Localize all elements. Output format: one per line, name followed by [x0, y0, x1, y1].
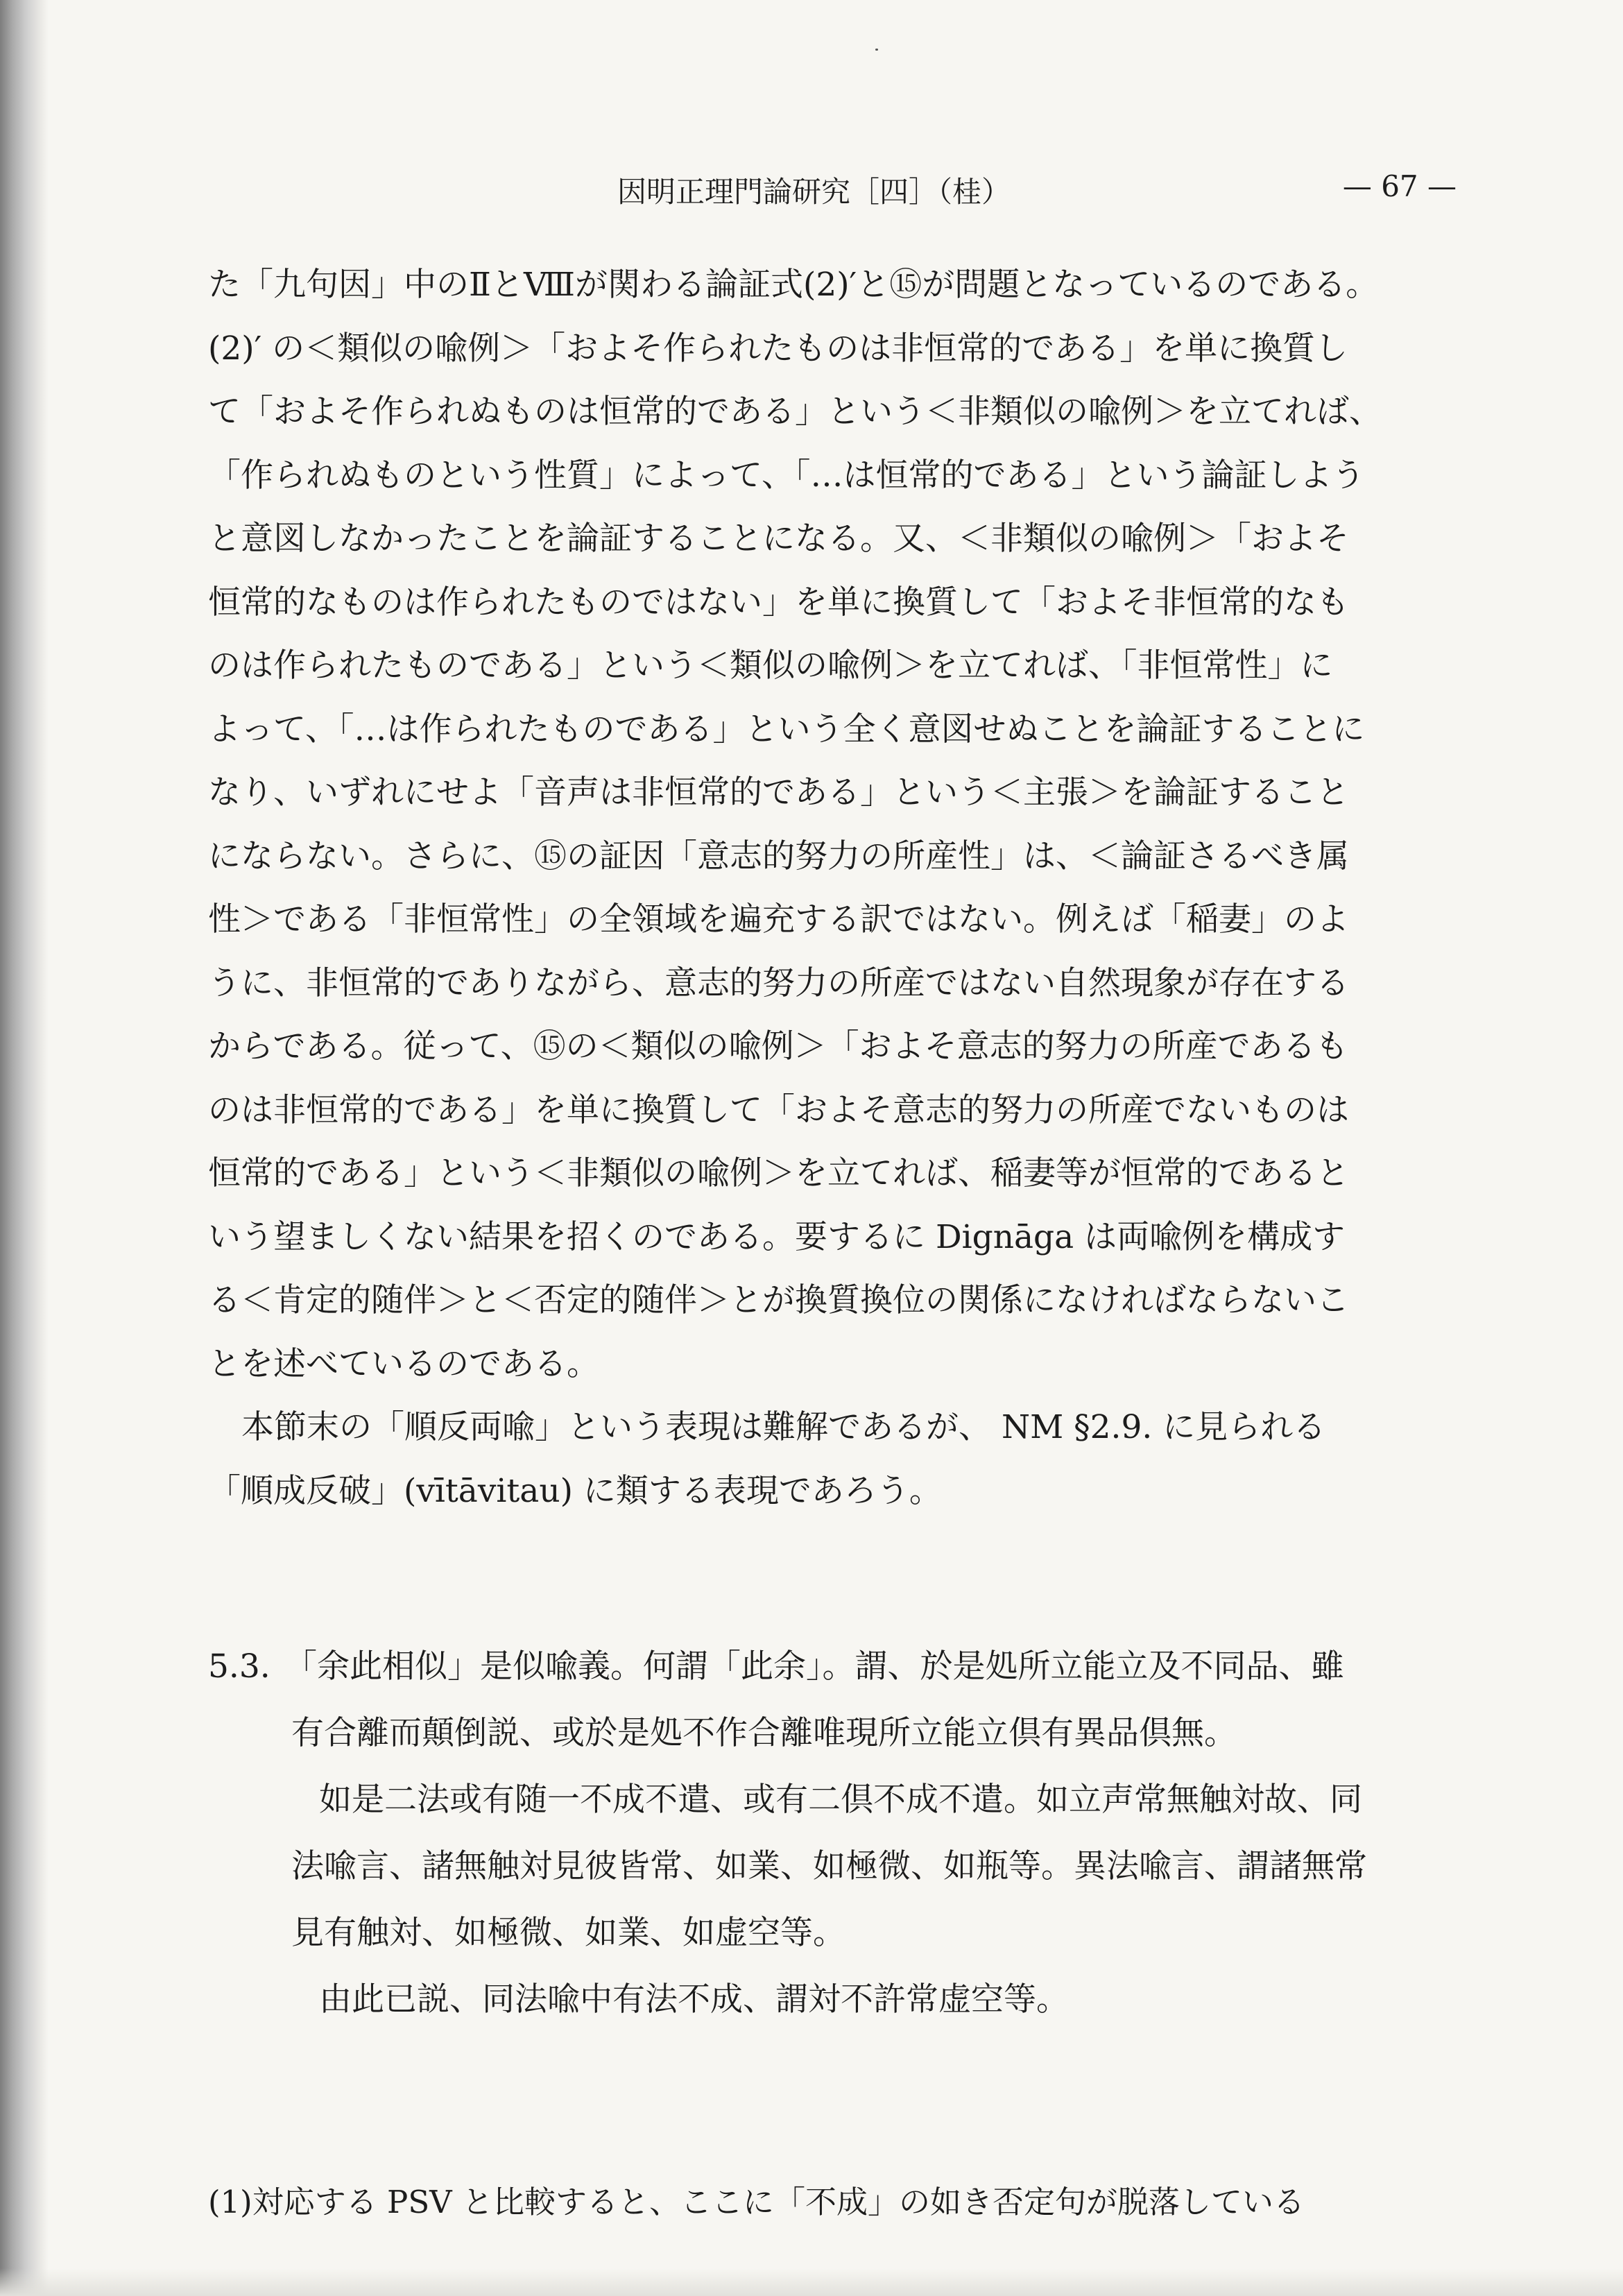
- body-line: うに、非恒常的でありながら、意志的努力の所産ではない自然現象が存在する: [208, 963, 1349, 1002]
- body-line: よって、「…は作られたものである」という全く意図せぬことを論証することに: [208, 710, 1365, 748]
- page-number: — 67 —: [1342, 169, 1457, 203]
- body-line: 本節末の「順反両喩」という表現は難解であるが、 NM §2.9. に見られる: [241, 1408, 1326, 1446]
- section-line: 見有触対、如極微、如業、如虚空等。: [291, 1914, 845, 1952]
- section-line: 如是二法或有随一不成不遣、或有二倶不成不遣。如立声常無触対故、同: [319, 1781, 1362, 1819]
- body-line: からである。従って、⑮の＜類似の喩例＞「およそ意志的努力の所産であるも: [208, 1027, 1348, 1065]
- section-first-line: [208, 1634, 1450, 1700]
- scan-speck: [875, 49, 878, 51]
- body-line: 「順成反破」(vītāvitau) に類する表現であろう。: [208, 1471, 942, 1510]
- body-line: にならない。さらに、⑮の証因「意志的努力の所産性」は、＜論証さるべき属: [208, 837, 1349, 875]
- scan-bottom-shade: [0, 2268, 1623, 2296]
- section-number: 5.3.: [208, 1647, 270, 1686]
- running-title: 因明正理門論研究［四］（桂）: [617, 175, 1011, 209]
- section-line: 法喩言、諸無触対見彼皆常、如業、如極微、如瓶等。異法喩言、謂諸無常: [291, 1847, 1367, 1885]
- section-line: 有合離而顛倒説、或於是処不作合離唯現所立能立倶有異品倶無。: [291, 1714, 1237, 1752]
- running-header: [617, 169, 1457, 218]
- body-line: のは作られたものである」という＜類似の喩例＞を立てれば、「非恒常性」に: [208, 646, 1333, 685]
- body-line: とを述べているのである。: [208, 1344, 599, 1383]
- body-line: て「およそ作られぬものは恒常的である」という＜非類似の喩例＞を立てれば、: [208, 393, 1382, 431]
- body-line: いう望ましくない結果を招くのである。要するに Dignāga は両喩例を構成す: [208, 1217, 1346, 1256]
- scan-binding-shadow: [0, 0, 49, 2296]
- section-line: 「余此相似」是似喩義。何謂「此余」。謂、於是処所立能立及不同品、雖: [284, 1647, 1344, 1686]
- body-text: [208, 253, 1450, 1523]
- section-line: 由此已説、同法喩中有法不成、謂対不許常虚空等。: [319, 1980, 1069, 2019]
- body-line: なり、いずれにせよ「音声は非恒常的である」という＜主張＞を論証すること: [208, 773, 1349, 812]
- body-line: 恒常的なものは作られたものではない」を単に換質して「およそ非恒常的なも: [208, 583, 1349, 622]
- body-line: 性＞である「非恒常性」の全領域を遍充する訳ではない。例えば「稲妻」のよ: [208, 900, 1349, 939]
- body-line: (2)′ の＜類似の喩例＞「およそ作られたものは非恒常的である」を単に換質し: [208, 329, 1348, 368]
- body-line: のは非恒常的である」を単に換質して「およそ意志的努力の所産でないものは: [208, 1090, 1349, 1129]
- body-line: た「九句因」中のⅡとⅧが関わる論証式(2)′と⑮が問題となっているのである。: [208, 266, 1379, 304]
- footnote: (1)対応する PSV と比較すると、ここに「不成」の如き否定句が脱落している: [208, 2184, 1305, 2220]
- body-line: 恒常的である」という＜非類似の喩例＞を立てれば、稲妻等が恒常的であると: [208, 1154, 1349, 1192]
- body-line: る＜肯定的随伴＞と＜否定的随伴＞とが換質換位の関係になければならないこ: [208, 1281, 1349, 1319]
- body-line: と意図しなかったことを論証することになる。又、＜非類似の喩例＞「およそ: [208, 520, 1349, 558]
- section-5-3: [208, 1634, 1450, 2033]
- body-line: 「作られぬものという性質」によって、「…は恒常的である」という論証しよう: [208, 456, 1365, 495]
